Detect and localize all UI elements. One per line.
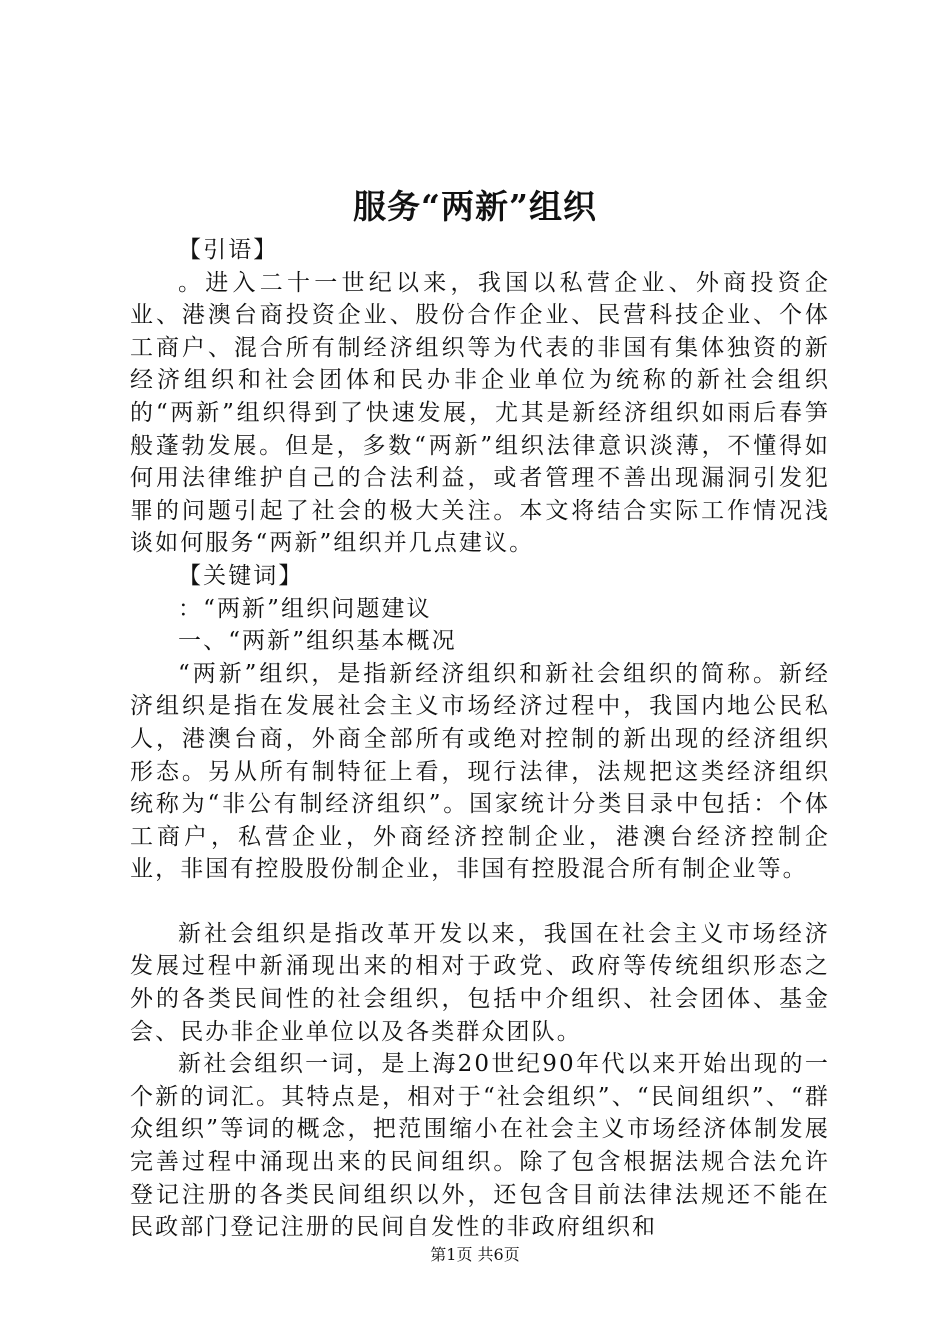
keywords-text: ：“两新”组织问题建议 [178,595,432,622]
section-heading: 一、“两新”组织基本概况 [178,628,457,655]
keywords-heading: 【关键词】 [178,562,304,589]
paragraph-1: “两新”组织，是指新经济组织和新社会组织的简称。新经济组织是指在发展社会主义市场经济过程中，我国内地公民私人，港澳台商，外商全部所有或绝对控制的新出现的经济组织形态。另从所有制特征上看，现行法律，法规把这类经济组织统称为“非公有制经济组织”。国家统计分类目录中包括：个体工商户，私营企业，外商经济控制企业，港澳台经济控制企业，非国有控股股份制企业，非国有控股混合所有制企业等。 [130,660,830,883]
intro-paragraph: 。进入二十一世纪以来，我国以私营企业、外商投资企业、港澳台商投资企业、股份合作企业、民营科技企业、个体工商户、混合所有制经济组织等为代表的非国有集体独资的新经济组织和社会团体和民办非企业单位为统称的新社会组织的“两新”组织得到了快速发展，尤其是新经济组织如雨后春笋般蓬勃发展。但是，多数“两新”组织法律意识淡薄，不懂得如何用法律维护自己的合法利益，或者管理不善出现漏洞引发犯罪的问题引起了社会的极大关注。本文将结合实际工作情况浅谈如何服务“两新”组织并几点建议。 [130,269,830,557]
paragraph-2: 新社会组织是指改革开发以来，我国在社会主义市场经济发展过程中新涌现出来的相对于政党、政府等传统组织形态之外的各类民间性的社会组织，包括中介组织、社会团体、基金会、民办非企业单位以及各类群众团队。 [130,920,830,1045]
page-footer: 第1页 共6页 [430,1245,520,1264]
paragraph-3: 新社会组织一词，是上海20世纪90年代以来开始出现的一个新的词汇。其特点是，相对于“社会组织”、“民间组织”、“群众组织”等词的概念，把范围缩小在社会主义市场经济体制发展完善过程中涌现出来的民间组织。除了包含根据法规合法允许登记注册的各类民间组织以外，还包含目前法律法规还不能在民政部门登记注册的民间自发性的非政府组织和 [130,1051,830,1241]
intro-heading: 【引语】 [178,237,279,263]
document-body [130,234,830,1244]
paragraph-gap [130,886,830,918]
document-title: 服务“两新”组织 [353,187,597,226]
